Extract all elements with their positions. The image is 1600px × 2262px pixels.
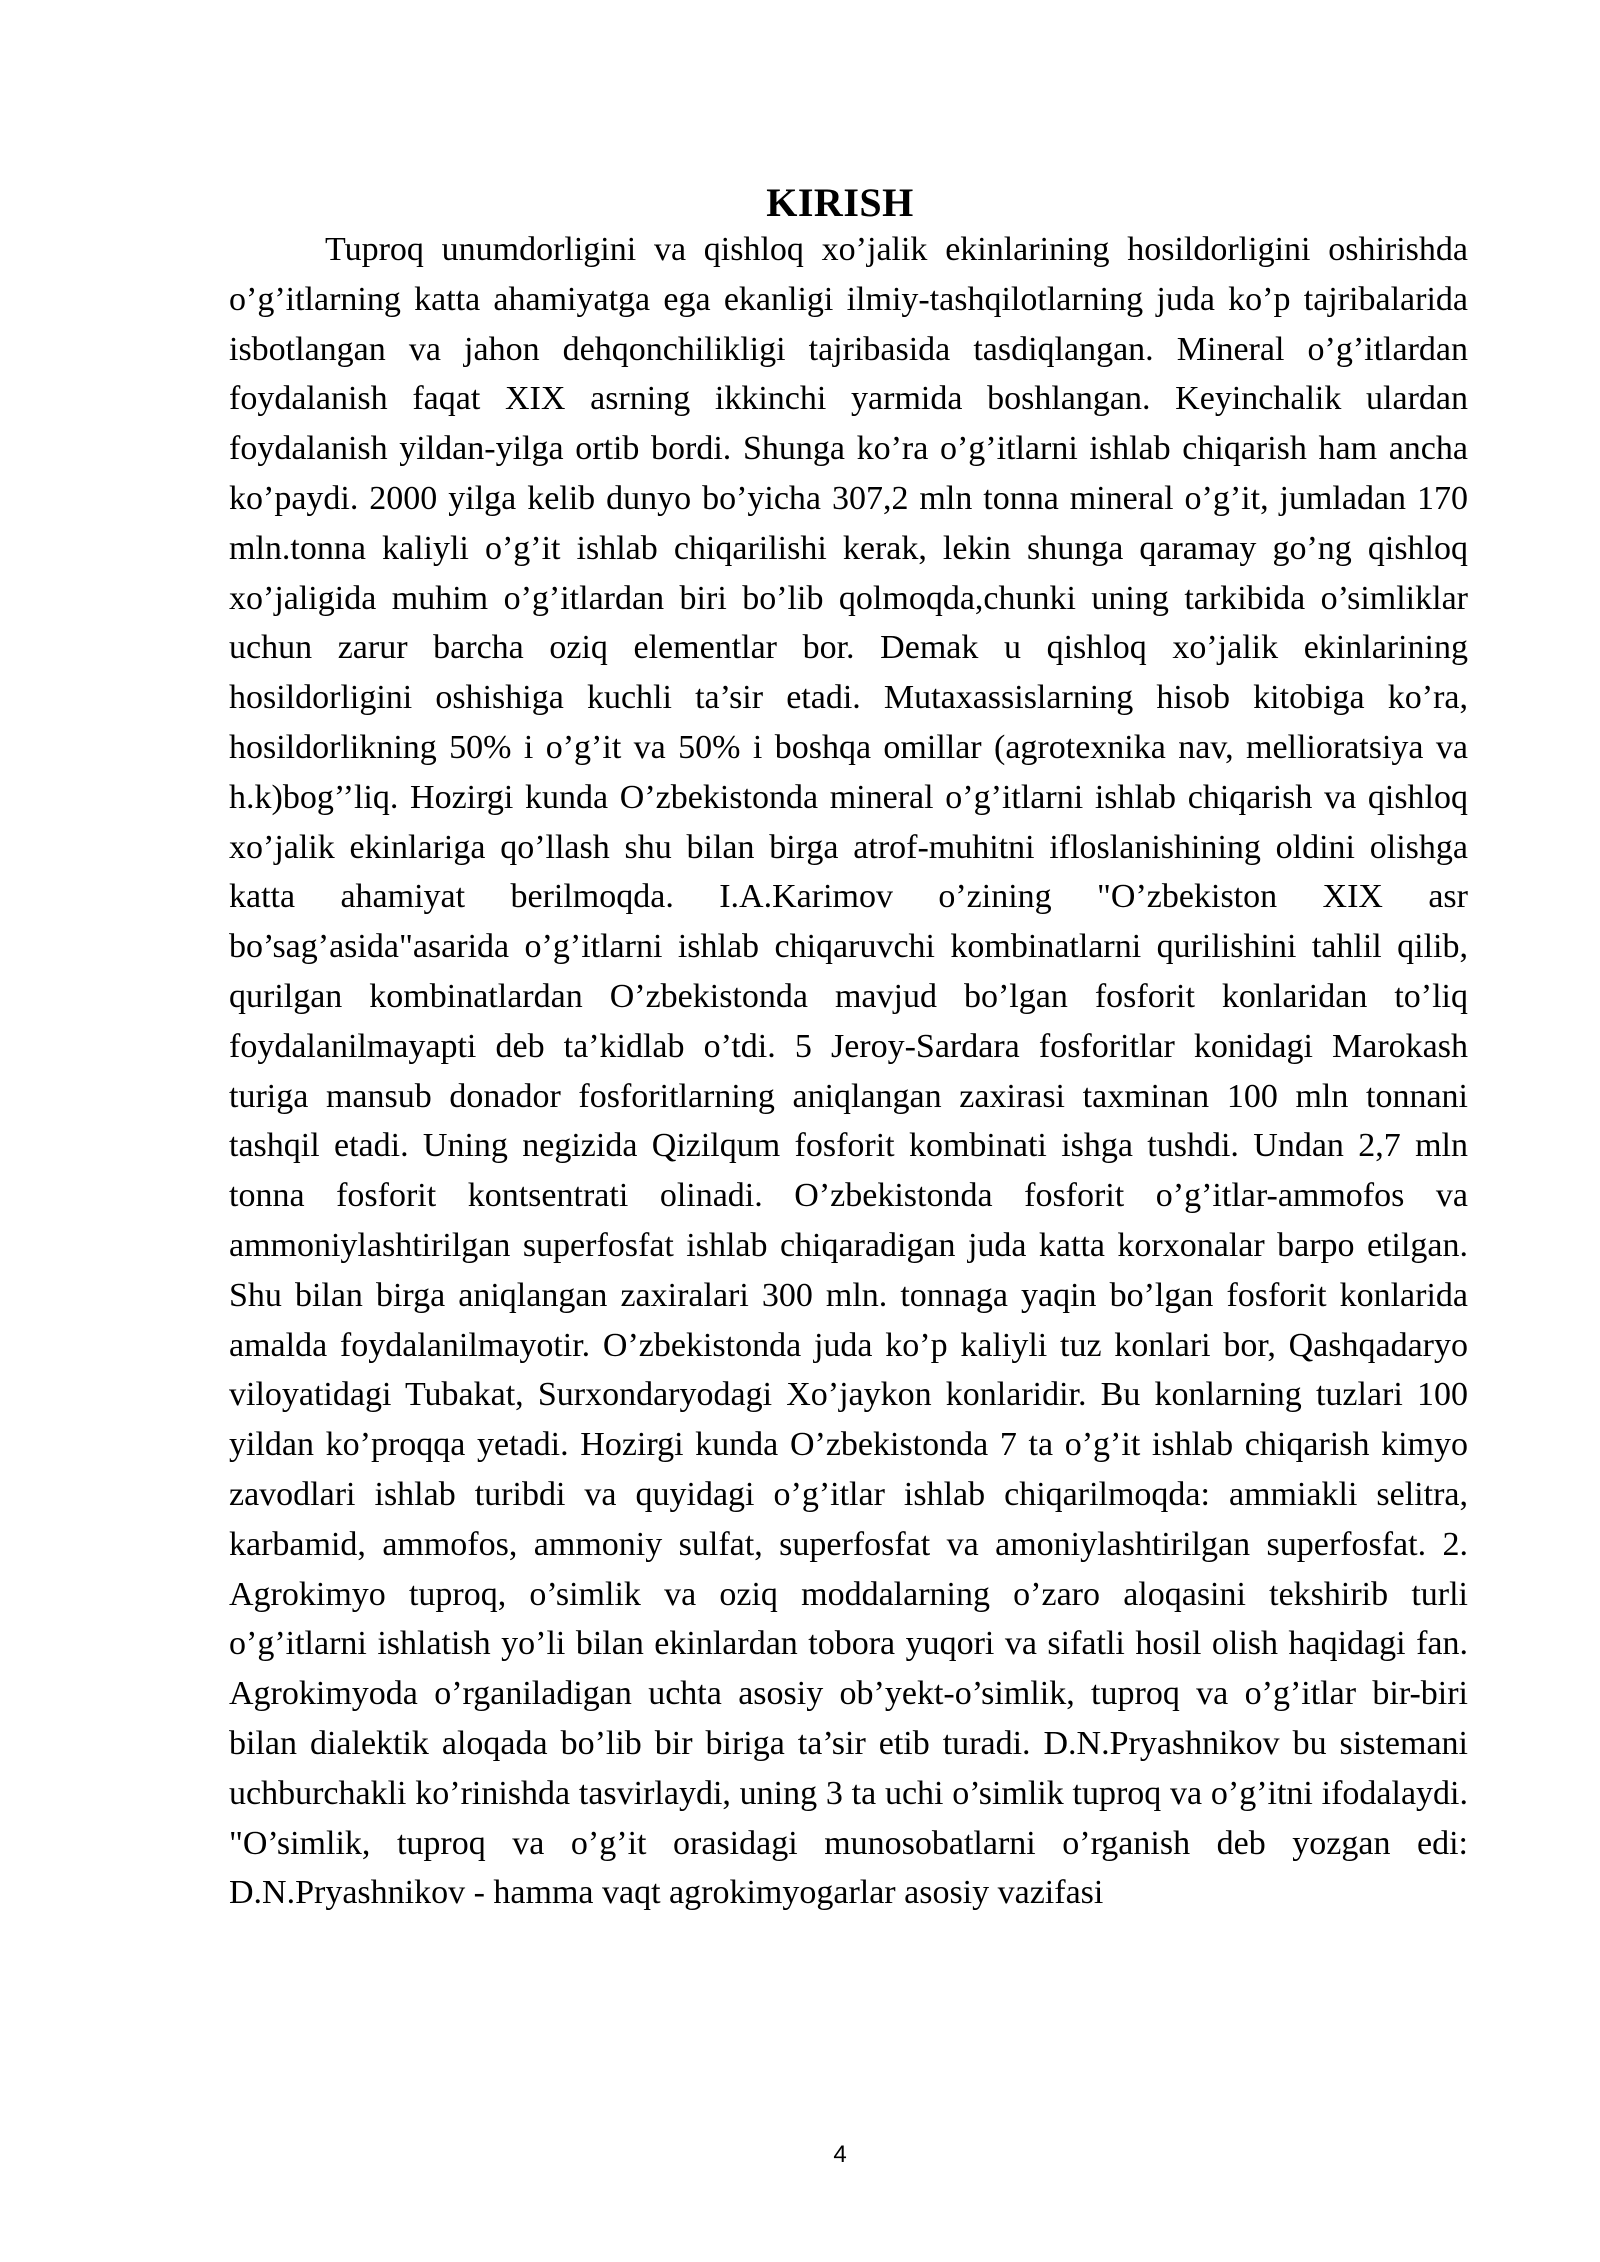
page-title: KIRISH xyxy=(766,179,914,225)
body-paragraph: Tuproq unumdorligini va qishloq xo’jalik ekinlarining hosildorligini oshirishda o’g’itlarning katta ahamiyatga ega ekanligi ilmiy-tashqilotlarning juda ko’p tajribalarida isbotlangan va jahon dehqonchilikligi tajribasida tasdiqlangan. Mineral o’g’itlardan foydalanish faqat XIX asrning ikkinchi yarmida boshlangan. Keyinchalik ulardan foydalanish yildan-yilga ortib bordi. Shunga ko’ra o’g’itlarni ishlab chiqarish ham ancha ko’paydi. 2000 yilga kelib dunyo bo’yicha 307,2 mln tonna mineral o’g’it, jumladan 170 mln.tonna kaliyli o’g’it ishlab chiqarilishi kerak, lekin shunga qaramay go’ng qishloq xo’jaligida muhim o’g’itlardan biri bo’lib qolmoqda,chunki uning tarkibida o’simliklar uchun zarur barcha oziq elementlar bor. Demak u qishloq xo’jalik ekinlarining hosildorligini oshishiga kuchli ta’sir etadi. Mutaxassislarning hisob kitobiga ko’ra, hosildorlikning 50% i o’g’it va 50% i boshqa omillar (agrotexnika nav, mellioratsiya va h.k)bog’’liq. Hozirgi kunda O’zbekistonda mineral o’g’itlarni ishlab chiqarish va qishloq xo’jalik ekinlariga qo’llash shu bilan birga atrof-muhitni ifloslanishining oldini olishga katta ahamiyat berilmoqda. I.A.Karimov o’zining "O’zbekiston XIX asr bo’sag’asida"asarida o’g’itlarni ishlab chiqaruvchi kombinatlarni qurilishini tahlil qilib, qurilgan kombinatlardan O’zbekistonda mavjud bo’lgan fosforit konlaridan to’liq foydalanilmayapti deb ta’kidlab o’tdi. 5 Jeroy-Sardara fosforitlar konidagi Marokash turiga mansub donador fosforitlarning aniqlangan zaxirasi taxminan 100 mln tonnani tashqil etadi. Uning negizida Qizilqum fosforit kombinati ishga tushdi. Undan 2,7 mln tonna fosforit kontsentrati olinadi. O’zbekistonda fosforit o’g’itlar-ammofos va ammoniylashtirilgan superfosfat ishlab chiqaradigan juda katta korxonalar barpo etilgan. Shu bilan birga aniqlangan zaxiralari 300 mln. tonnaga yaqin bo’lgan fosforit konlarida amalda foydalanilmayotir. O’zbekistonda juda ko’p kaliyli tuz konlari bor, Qashqadaryo viloyatidagi Tubakat, Surxondaryodagi Xo’jaykon konlaridir. Bu konlarning tuzlari 100 yildan ko’proqqa yetadi. Hozirgi kunda O’zbekistonda 7 ta o’g’it ishlab chiqarish kimyo zavodlari ishlab turibdi va quyidagi o’g’itlar ishlab chiqarilmoqda: ammiakli selitra, karbamid, ammofos, ammoniy sulfat, superfosfat va amoniylashtirilgan superfosfat. 2. Agrokimyo tuproq, o’simlik va oziq moddalarning o’zaro aloqasini tekshirib turli o’g’itlarni ishlatish yo’li bilan ekinlardan tobora yuqori va sifatli hosil olish haqidagi fan. Agrokimyoda o’rganiladigan uchta asosiy ob’yekt-o’simlik, tuproq va o’g’itlar bir-biri bilan dialektik aloqada bo’lib bir biriga ta’sir etib turadi. D.N.Pryashnikov bu sistemani uchburchakli ko’rinishda tasvirlaydi, uning 3 ta uchi o’simlik tuproq va o’g’itni ifodalaydi. "O’simlik, tuproq va o’g’it orasidagi munosobatlarni o’rganish deb yozgan edi: D.N.Pryashnikov - hamma vaqt agrokimyogarlar asosiy vazifasi xyxy=(229,231,1468,1912)
page-number: 4 xyxy=(833,2141,847,2168)
